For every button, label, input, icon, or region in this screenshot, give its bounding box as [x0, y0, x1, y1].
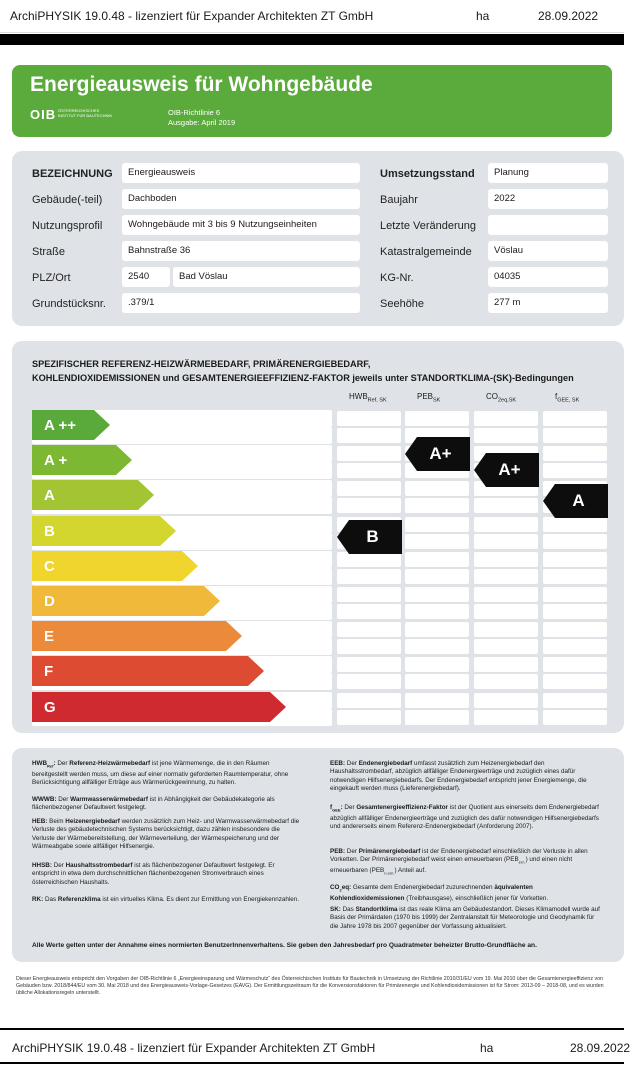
grid-cell [405, 481, 469, 496]
header-software: ArchiPHYSIK 19.0.48 - lizenziert für Expander Architekten ZT GmbH [10, 9, 374, 23]
grid-cell [337, 498, 401, 513]
grid-cell [474, 657, 538, 672]
footer-unit: ha [480, 1041, 494, 1055]
field-gebaeude: Dachboden [122, 189, 360, 209]
bottom-rule [0, 1062, 624, 1064]
energy-class-label: D [44, 593, 55, 610]
energy-class-label: B [44, 522, 55, 540]
grid-cell [474, 622, 538, 637]
grid-cell [543, 446, 607, 461]
rating-marker-fgee [543, 484, 608, 516]
field-plz: 2540 [122, 267, 170, 287]
field-ort: Bad Vöslau [173, 267, 360, 287]
title-banner [12, 65, 612, 137]
edition: Ausgabe: April 2019 [168, 118, 236, 127]
grid-cell [543, 517, 607, 532]
grid-cell [337, 587, 401, 602]
grid-cell [405, 569, 469, 584]
grid-cell [474, 534, 538, 549]
grid-cell [474, 604, 538, 619]
grid-cell [543, 622, 607, 637]
grid-cell [543, 411, 607, 426]
grid-cell [474, 569, 538, 584]
grid-cell [337, 657, 401, 672]
legend-peb: PEB: Der Primärenergiebedarf ist der Endenergiebedarf einschließlich der Verluste in allen Vorketten. Der Primärenergiebedarf weist einen erneuerbaren $(PEB_{ern.})$ und einen nicht erneuerbaren $(PEB_{n.ern.})$ Anteil auf. [330, 848, 588, 876]
column-header-1 [349, 392, 387, 404]
column-header-4 [555, 392, 579, 404]
grid-cell [543, 710, 607, 725]
column-header-text: HWB [349, 392, 368, 401]
energy-class-label: A + [44, 452, 68, 470]
chart-title-line1: SPEZIFISCHER REFERENZ-HEIZWÄRMEBEDARF, PRIMÄRENERGIEBEDARF, [32, 359, 371, 369]
energy-class-arrow [32, 656, 266, 686]
column-header-text: CO [486, 392, 498, 401]
grid-cell [474, 498, 538, 513]
label-baujahr: Baujahr [380, 194, 418, 206]
energy-class-arrow [32, 445, 134, 475]
column-header-3 [486, 392, 516, 404]
grid-cell [543, 428, 607, 443]
field-seehoehe: 277 m [488, 293, 608, 313]
column-header-sub: Ref, SK [367, 397, 387, 404]
rating-marker-co2 [474, 453, 539, 485]
legend-eeb: EEB: Der Endenergiebedarf umfasst zusätzlich zum Heizenergiebedarf den Haushaltsstrombedarf, abzüglich allfälliger Endenergieerträge und zuzüglich eines dafür notwendigen Hilfsenergiebedarfs. Der Endenergiebedarf entspricht jener Energiemenge, die eingekauft werden muss (Lieferenergiebedarf). [330, 760, 587, 793]
page-header [0, 0, 624, 33]
grid-cell [405, 552, 469, 567]
label-letzte: Letzte Veränderung [380, 220, 477, 232]
oib-logo: OIB [30, 107, 57, 122]
legend-wwwb: WWWB: Der Warmwasserwärmebedarf ist in Abhängigkeit der Gebäudekategorie als flächenbezogener Defaultwert festgelegt. [32, 796, 275, 812]
header-unit: ha [476, 9, 490, 23]
energy-class-arrow [32, 692, 288, 722]
field-kg: Vöslau [488, 241, 608, 261]
page-title: Energieausweis für Wohngebäude [30, 73, 373, 96]
grid-cell [543, 674, 607, 689]
grid-cell [405, 674, 469, 689]
column-header-sub: 2eq,SK [498, 397, 517, 404]
column-header-sub: GEE, SK [557, 397, 580, 404]
energy-class-label: E [44, 628, 55, 646]
grid-cell [543, 552, 607, 567]
legend-hhsb: HHSB: Der Haushaltsstrombedarf ist als flächenbezogener Defaultwert festgelegt. Er entspricht in etwa dem durchschnittlichen flächenbezogenen Stromverbrauch eines österreichischen Haushalts. [32, 862, 275, 886]
grid-cell [337, 463, 401, 478]
grid-cell [474, 517, 538, 532]
grid-cell [474, 693, 538, 708]
legend-footer: Alle Werte gelten unter der Annahme eines normierten BenutzerInnenverhaltens. Sie geben den Jahresbedarf pro Quadratmeter beheizter Brutto-Grundfläche an. [32, 942, 537, 949]
grid-cell [474, 411, 538, 426]
column-header-2 [417, 392, 440, 404]
footer-software: ArchiPHYSIK 19.0.48 - lizenziert für Expander Architekten ZT GmbH [12, 1041, 376, 1055]
page-footer [0, 1036, 630, 1060]
guideline: OIB-Richtlinie 6 [168, 108, 221, 117]
energy-class-arrow [32, 621, 244, 651]
chart-title [32, 357, 574, 385]
label-umsetzung: Umsetzungsstand [380, 168, 475, 180]
grid-cell [337, 710, 401, 725]
label-nutzung: Nutzungsprofil [32, 220, 103, 232]
field-strasse: Bahnstraße 36 [122, 241, 360, 261]
field-nutzung: Wohngebäude mit 3 bis 9 Nutzungseinheiten [122, 215, 360, 235]
grid-cell [405, 657, 469, 672]
grid-cell [474, 674, 538, 689]
energy-class-label: C [44, 557, 55, 575]
grid-cell [543, 639, 607, 654]
grid-cell [474, 552, 538, 567]
grid-cell [337, 622, 401, 637]
rating-marker-peb [405, 437, 470, 469]
grid-cell [543, 604, 607, 619]
fine-print: Dieser Energieausweis entspricht den Vorgaben der OIB-Richtlinie 6 „Energieeinsparung und Wärmeschutz“ des Österreichischen Instituts für Bautechnik in Umsetzung der Richtlinie 2010/31/EU vom 19. Mai 2010 über die Gesamtenergieeffizienz von Gebäuden bzw. 2018/844/EU vom 30. Mai 2018 und des Energieausweis-Vorlage-Gesetzes (EAVG). Der Ermittlungszeitraum für die Konversionsfaktoren für Primärenergie und Kohlendioxidemissionen ist für Strom: 2013-09 – 2018-08, und es wurden übliche Allokationsregeln unterstellt. [16, 976, 604, 996]
grid-cell [543, 693, 607, 708]
legend-co2: $CO_2eq$: Gesamte dem Endenergiebedarf zuzurechnenden äquivalenten Kohlendioxidemissionen (Treibhausgase), einschließlich jener für Vorketten. [330, 884, 549, 902]
grid-cell [405, 622, 469, 637]
top-divider [0, 34, 624, 45]
energy-class-arrow [32, 480, 156, 510]
label-seehoehe: Seehöhe [380, 298, 425, 310]
grid-cell [337, 604, 401, 619]
grid-cell [405, 534, 469, 549]
rating-label: A [572, 491, 585, 511]
energy-class-label: A [44, 487, 55, 505]
grid-cell [337, 411, 401, 426]
grid-cell [337, 552, 401, 567]
grid-cell [405, 587, 469, 602]
column-header-text: PEB [417, 392, 434, 401]
energy-class-arrow [32, 586, 222, 616]
label-plz-ort: PLZ/Ort [32, 272, 71, 284]
energy-class-arrow [32, 551, 200, 581]
legend-hwb: $HWB_{Ref}$: Der Referenz-Heizwärmebedarf ist jene Wärmemenge, die in den Räumen bereitgestellt werden muss, um diese auf einer normativ geforderten Raumtemperatur, ohne Berücksichtigung allfälliger Erträge aus Wärmerückgewinnung, zu halten. [32, 760, 289, 787]
grid-cell [474, 710, 538, 725]
label-kgnr: KG-Nr. [380, 272, 414, 284]
grid-cell [405, 604, 469, 619]
guideline-info [168, 108, 235, 128]
label-bezeichnung: BEZEICHNUNG [32, 168, 113, 180]
grid-cell [474, 428, 538, 443]
label-gebaeude: Gebäude(-teil) [32, 194, 103, 206]
grid-cell [337, 674, 401, 689]
label-kg: Katastralgemeinde [380, 246, 472, 258]
grid-cell [337, 693, 401, 708]
grid-cell [543, 463, 607, 478]
grid-cell [337, 569, 401, 584]
grid-cell [474, 639, 538, 654]
grid-cell [405, 517, 469, 532]
column-header-text: f [555, 392, 558, 401]
grid-cell [337, 639, 401, 654]
grid-cell [543, 534, 607, 549]
field-grundstueck: .379/1 [122, 293, 360, 313]
rating-marker-hwb [337, 520, 402, 552]
rating-label: B [366, 526, 379, 546]
grid-cell [543, 569, 607, 584]
rating-label: A+ [429, 444, 452, 464]
grid-cell [405, 639, 469, 654]
field-letzte [488, 215, 608, 235]
chart-title-line2: KOHLENDIOXIDEMISSIONEN und GESAMTENERGIEEFFIZIENZ-FAKTOR jeweils unter STANDORTKLIMA-(SK)-Bedingungen [32, 373, 574, 383]
label-strasse: Straße [32, 246, 66, 258]
grid-cell [543, 657, 607, 672]
footer-date: 28.09.2022 [570, 1041, 630, 1055]
oib-logo-subtitle: ÖSTERREICHISCHES INSTITUT FÜR BAUTECHNIK [58, 108, 113, 118]
grid-cell [405, 411, 469, 426]
energy-class-label: A ++ [44, 417, 76, 434]
field-bezeichnung: Energieausweis [122, 163, 360, 183]
grid-cell [337, 481, 401, 496]
energy-class-arrow [32, 410, 112, 440]
grid-cell [405, 498, 469, 513]
column-header-sub: SK [433, 397, 441, 404]
legend-fgee: $f_{GEE}$: Der Gesamtenergieeffizienz-Faktor ist der Quotient aus einerseits dem Endenergiebedarf abzüglich allfälliger Endenergieerträge und zuzüglich des dafür notwendigen Hilfsenergiebedarfs und andererseits einem Referenz-Endenergiebedarf (Anforderung 2007). [330, 804, 599, 831]
field-kgnr: 04035 [488, 267, 608, 287]
header-date: 28.09.2022 [538, 9, 599, 23]
bottom-divider [0, 1028, 624, 1030]
grid-cell [543, 587, 607, 602]
energy-class-label: F [44, 663, 54, 681]
rating-label: A+ [498, 460, 521, 480]
energy-class-label: G [44, 698, 56, 716]
legend-rk: RK: Das Referenzklima ist ein virtuelles Klima. Es dient zur Ermittlung von Energiekennzahlen. [32, 896, 300, 903]
energy-class-arrow [32, 516, 178, 546]
grid-cell [337, 446, 401, 461]
field-baujahr: 2022 [488, 189, 608, 209]
legend-heb: HEB: Beim Heizenergiebedarf werden zusätzlich zum Heiz- und Warmwasserwärmebedarf die Verluste des gebäudetechnischen Systems berücksichtigt, dazu zählen insbesondere die Verluste der Wärmebereitstellung, der Wärmeverteilung, der Wärmespeicherung und der Wärmeabgabe sowie allfälliger Hilfsenergie. [32, 818, 300, 851]
legend-sk: SK: Das Standortklima ist das reale Klima am Gebäudestandort. Dieses Klimamodell wurde auf Basis der Primärdaten (1970 bis 1999) der Zentralanstalt für Meteorologie und Geodynamik für die Jahre 1978 bis 2007 gegenüber der Vorfassung aktualisiert. [330, 906, 600, 930]
grid-cell [474, 587, 538, 602]
grid-cell [337, 428, 401, 443]
label-grundstueck: Grundstücksnr. [32, 298, 106, 310]
grid-cell [405, 710, 469, 725]
field-umsetzung: Planung [488, 163, 608, 183]
grid-cell [405, 693, 469, 708]
